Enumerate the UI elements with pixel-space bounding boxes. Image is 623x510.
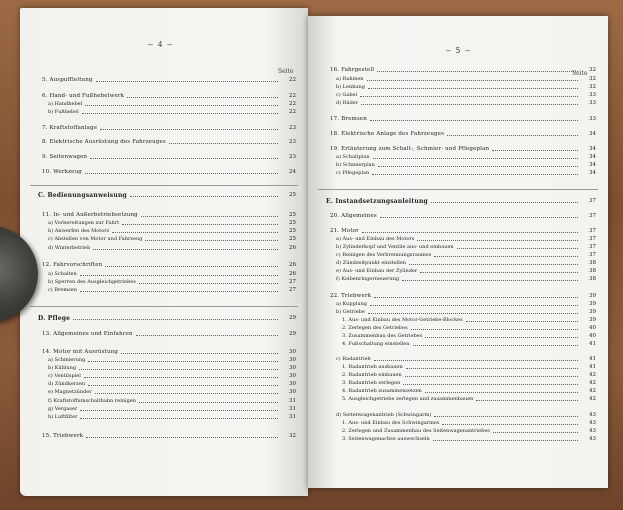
toc-entry-page: 31 — [289, 406, 296, 412]
dot-leader — [112, 232, 278, 233]
dot-leader — [374, 297, 578, 298]
toc-entry-title: 10. Werkzeug — [42, 169, 82, 175]
dot-leader — [367, 80, 578, 81]
dot-leader — [431, 202, 578, 203]
toc-entry-page: 41 — [589, 341, 596, 347]
toc-entry-title: c) Reinigen des Verbrennungsraumes — [336, 252, 432, 258]
toc-entry-page: 25 — [289, 236, 296, 242]
dot-leader — [95, 393, 278, 394]
toc-entry-page: 31 — [289, 398, 296, 404]
toc-entry-title: 13. Allgemeines und Einfahren — [42, 331, 133, 337]
toc-entry-page: 39 — [589, 317, 596, 323]
toc-entry-page: 32 — [589, 67, 596, 73]
toc-entry — [38, 168, 296, 177]
dot-leader — [85, 105, 278, 106]
toc-entry-title: 21. Motor — [330, 228, 359, 234]
toc-entry-title: b) Zylinderkopf und Ventile aus- und einbauen — [336, 244, 454, 250]
seite-header: Seite — [278, 68, 294, 75]
toc-entry — [326, 212, 596, 221]
toc-entry-title: b) Fußhebel — [48, 109, 79, 115]
toc-entry — [326, 130, 596, 139]
toc-entry-page: 29 — [289, 315, 296, 321]
dot-leader — [374, 360, 578, 361]
dot-leader — [476, 400, 578, 401]
toc-entry — [326, 169, 596, 178]
dot-leader — [406, 368, 578, 369]
dot-leader — [80, 275, 278, 276]
page-number: — 4 — — [148, 40, 173, 49]
toc-entry-title: 19. Erläuterung zum Schalt-, Schmier- und Pflegeplan — [330, 146, 490, 152]
toc-entry — [38, 432, 296, 441]
toc-entry-page: 25 — [289, 228, 296, 234]
toc-entry-page: 32 — [289, 433, 296, 439]
toc-entry-title: a) Rahmen — [336, 76, 364, 82]
toc-entry-page: 41 — [589, 364, 596, 370]
toc-entry-title: f) Kolbenringerneuerung — [336, 276, 400, 282]
toc-entry — [38, 124, 296, 133]
toc-entry — [38, 286, 296, 295]
toc-entry — [326, 435, 596, 444]
toc-entry-title: e) Magnetzünder — [48, 389, 92, 395]
section-divider — [318, 189, 598, 190]
toc-entry-title: c) Abstellen von Motor und Fahrzeug — [48, 236, 143, 242]
dot-leader — [373, 158, 578, 159]
toc-entry-page: 37 — [589, 228, 596, 234]
toc-entry-title: 2. Zerlegen und Zusammenbau des Seitenwagenantriebes — [342, 428, 490, 434]
toc-entry — [38, 76, 296, 85]
dot-leader — [141, 216, 278, 217]
toc-entry-title: b) Schmierplan — [336, 162, 375, 168]
toc-entry — [38, 244, 296, 253]
toc-entry-page: 37 — [589, 213, 596, 219]
toc-entry-page: 42 — [589, 396, 596, 402]
dot-leader — [492, 150, 578, 151]
toc-entry-page: 43 — [589, 428, 596, 434]
seite-header: Seite — [572, 70, 588, 77]
toc-entry-title: 2. Radantrieb einbauen — [342, 372, 402, 378]
toc-entry-page: 30 — [289, 381, 296, 387]
toc-entry — [38, 235, 296, 244]
toc-entry-title: a) Kupplung — [336, 301, 368, 307]
dot-leader — [425, 392, 578, 393]
dot-leader — [93, 249, 278, 250]
toc-entry-page: 22 — [289, 109, 296, 115]
toc-entry-title: d) Zündkerzen — [48, 381, 86, 387]
toc-entry-title: 5. Ausgleichgetriebe zerlegen und zusammenbauen — [342, 396, 474, 402]
toc-entry-page: 42 — [589, 380, 596, 386]
toc-entry-title: 7. Kraftstoffanlage — [42, 125, 98, 131]
dot-leader — [434, 256, 578, 257]
dot-leader — [88, 361, 278, 362]
toc-entry — [326, 197, 596, 206]
toc-entry-page: 23 — [289, 125, 296, 131]
toc-entry-page: 34 — [589, 170, 596, 176]
toc-entry-title: d) Räder — [336, 100, 359, 106]
dot-leader — [145, 240, 278, 241]
section-divider — [30, 306, 298, 307]
toc-entry — [326, 275, 596, 284]
toc-entry-title: 22. Triebwerk — [330, 293, 372, 299]
toc-entry — [38, 108, 296, 117]
dot-leader — [139, 402, 278, 403]
dot-leader — [405, 376, 578, 377]
toc-entry-title: c) Radantrieb — [336, 356, 371, 362]
dot-leader — [417, 240, 578, 241]
dot-leader — [169, 143, 278, 144]
toc-entry-page: 39 — [589, 301, 596, 307]
toc-entry-title: a) Schmierung — [48, 357, 86, 363]
toc-entry-title: c) Ventilspiel — [48, 373, 81, 379]
toc-entry-page: 25 — [289, 192, 296, 198]
dot-leader — [368, 313, 578, 314]
toc-entry-page: 43 — [589, 436, 596, 442]
dot-leader — [79, 369, 278, 370]
dot-leader — [105, 266, 278, 267]
toc-entry-page: 32 — [589, 84, 596, 90]
toc-entry-page: 40 — [589, 325, 596, 331]
toc-entry-page: 22 — [289, 77, 296, 83]
toc-entry-title: 4. Fußschaltung einstellen — [342, 341, 410, 347]
dot-leader — [372, 174, 578, 175]
dot-leader — [409, 264, 578, 265]
dot-leader — [127, 97, 278, 98]
toc-entry-page: 27 — [289, 287, 296, 293]
toc-entry-page: 42 — [589, 388, 596, 394]
toc-entry-page: 30 — [289, 357, 296, 363]
toc-entry-page: 26 — [289, 262, 296, 268]
toc-entry — [326, 395, 596, 404]
left-page — [20, 8, 308, 496]
toc-entry-page: 33 — [589, 92, 596, 98]
toc-entry-page: 32 — [589, 76, 596, 82]
toc-entry-title: b) Kühlung — [48, 365, 77, 371]
toc-entry-title: 2. Zerlegen des Getriebes — [342, 325, 408, 331]
toc-entry-page: 23 — [289, 154, 296, 160]
toc-entry-page: 31 — [289, 414, 296, 420]
toc-entry-title: 1. Radantrieb ausbauen — [342, 364, 403, 370]
toc-entry — [326, 66, 596, 75]
toc-entry-page: 39 — [589, 293, 596, 299]
toc-entry-page: 24 — [289, 169, 296, 175]
toc-entry — [326, 115, 596, 124]
toc-entry-page: 38 — [589, 268, 596, 274]
toc-entry-page: 37 — [589, 236, 596, 242]
toc-entry — [38, 191, 296, 200]
dot-leader — [136, 335, 278, 336]
toc-entry-page: 43 — [589, 412, 596, 418]
toc-entry-title: b) Lenkung — [336, 84, 365, 90]
dot-leader — [420, 272, 578, 273]
toc-entry-page: 34 — [589, 131, 596, 137]
dot-leader — [361, 104, 578, 105]
toc-entry-title: 3. Seitenwagenachse auswechseln — [342, 436, 430, 442]
toc-entry-page: 30 — [289, 365, 296, 371]
toc-entry — [38, 138, 296, 147]
toc-entry — [38, 153, 296, 162]
dot-leader — [73, 319, 278, 320]
toc-entry-title: a) Aus- und Einbau des Motors — [336, 236, 415, 242]
toc-entry-title: D. Pflege — [38, 315, 71, 322]
toc-entry-title: a) Handhebel — [48, 101, 83, 107]
toc-entry-title: c) Gabel — [336, 92, 358, 98]
dot-leader — [370, 305, 578, 306]
toc-entry-title: c) Pflegeplan — [336, 170, 370, 176]
toc-entry-title: e) Aus- und Einbau der Zylinder — [336, 268, 418, 274]
dot-leader — [362, 232, 578, 233]
toc-entry-title: 20. Allgemeines — [330, 213, 377, 219]
dot-leader — [403, 384, 578, 385]
toc-entry-page: 34 — [589, 154, 596, 160]
dot-leader — [466, 321, 578, 322]
dot-leader — [90, 158, 278, 159]
toc-entry-page: 33 — [589, 116, 596, 122]
dot-leader — [121, 353, 278, 354]
toc-entry — [38, 413, 296, 422]
toc-entry-title: b) Anwerfen des Motors — [48, 228, 110, 234]
toc-entry-page: 33 — [589, 100, 596, 106]
dot-leader — [84, 377, 278, 378]
toc-entry-title: a) Vorbereitungen zur Fahrt — [48, 220, 120, 226]
toc-entry-title: 12. Fahrvorschriften — [42, 262, 103, 268]
toc-entry-title: 3. Zusammenbau des Getriebes — [342, 333, 423, 339]
toc-entry-title: 1. Aus- und Einbau des Motor-Getriebe-Blockes — [342, 317, 463, 323]
dot-leader — [80, 418, 278, 419]
dot-leader — [86, 437, 278, 438]
toc-entry-page: 38 — [589, 260, 596, 266]
dot-leader — [457, 248, 578, 249]
dot-leader — [380, 217, 578, 218]
dot-leader — [85, 173, 278, 174]
toc-entry-page: 41 — [589, 356, 596, 362]
toc-entry-page: 30 — [289, 373, 296, 379]
right-page — [308, 16, 608, 488]
toc-entry-page: 22 — [289, 93, 296, 99]
toc-entry-page: 42 — [589, 372, 596, 378]
toc-entry-page: 37 — [589, 244, 596, 250]
dot-leader — [88, 385, 278, 386]
dot-leader — [360, 96, 578, 97]
dot-leader — [434, 416, 578, 417]
toc-entry-title: d) Zündzeitpunkt einstellen — [336, 260, 407, 266]
toc-entry-title: 1. Aus- und Einbau des Schwingarmes — [342, 420, 440, 426]
toc-entry-title: 5. Auspuffleitung — [42, 77, 93, 83]
dot-leader — [411, 329, 578, 330]
toc-entry-page: 37 — [589, 252, 596, 258]
dot-leader — [370, 120, 578, 121]
toc-entry — [326, 340, 596, 349]
dot-leader — [139, 283, 278, 284]
toc-entry-page: 25 — [289, 220, 296, 226]
dot-leader — [122, 224, 278, 225]
dot-leader — [368, 88, 578, 89]
toc-entry-page: 26 — [289, 245, 296, 251]
toc-entry-page: 37 — [589, 198, 596, 204]
section-divider — [30, 185, 298, 186]
toc-entry-page: 30 — [289, 389, 296, 395]
toc-entry-title: 4. Radantrieb zusammensetzen — [342, 388, 422, 394]
toc-entry-title: d) Seitenwagenantrieb (Schwingarm) — [336, 412, 432, 418]
toc-entry-page: 25 — [289, 212, 296, 218]
toc-entry-title: 18. Elektrische Anlage des Fahrzeuges — [330, 131, 445, 137]
dot-leader — [100, 129, 278, 130]
toc-entry-title: 8. Elektrische Ausrüstung des Fahrzeuges — [42, 139, 166, 145]
toc-entry-page: 40 — [589, 333, 596, 339]
toc-entry-page: 29 — [289, 331, 296, 337]
toc-entry-title: c) Bremsen — [48, 287, 77, 293]
dot-leader — [377, 71, 578, 72]
dot-leader — [425, 337, 578, 338]
toc-entry — [38, 388, 296, 397]
toc-entry-title: d) Winterbetrieb — [48, 245, 91, 251]
toc-entry-page: 23 — [289, 139, 296, 145]
toc-entry-page: 43 — [589, 420, 596, 426]
dot-leader — [402, 280, 578, 281]
toc-entry-title: f) Kraftstoffumschalthahn reinigen — [48, 398, 137, 404]
dot-leader — [130, 196, 278, 197]
toc-entry-title: a) Schalten — [48, 271, 77, 277]
dot-leader — [80, 410, 278, 411]
toc-entry-title: b) Sperren des Ausgleichgetriebes — [48, 279, 136, 285]
toc-entry-title: 11. In- und Außerbetriebsetzung — [42, 212, 138, 218]
toc-entry-page: 27 — [289, 279, 296, 285]
dot-leader — [413, 345, 579, 346]
toc-entry-title: 15. Triebwerk — [42, 433, 84, 439]
dot-leader — [80, 291, 278, 292]
toc-entry-title: 14. Motor mit Ausrüstung — [42, 349, 119, 355]
toc-entry-title: 17. Bremsen — [330, 116, 367, 122]
page-number: — 5 — — [446, 46, 471, 55]
dot-leader — [433, 440, 578, 441]
dot-leader — [447, 135, 578, 136]
toc-entry-page: 34 — [589, 146, 596, 152]
toc-entry-page: 30 — [289, 349, 296, 355]
toc-entry-title: a) Schaltplan — [336, 154, 370, 160]
dot-leader — [493, 432, 578, 433]
dot-leader — [82, 113, 278, 114]
dot-leader — [378, 166, 578, 167]
toc-entry-title: 16. Fahrgestell — [330, 67, 375, 73]
toc-entry — [38, 314, 296, 323]
toc-entry-page: 26 — [289, 271, 296, 277]
toc-entry-page: 38 — [589, 276, 596, 282]
dot-leader — [442, 424, 578, 425]
toc-entry-title: 9. Seitenwagen — [42, 154, 88, 160]
toc-entry — [38, 261, 296, 270]
toc-entry — [38, 330, 296, 339]
toc-entry-page: 22 — [289, 101, 296, 107]
toc-entry-title: 6. Hand- und Fußhebelwerk — [42, 93, 125, 99]
toc-entry-page: 34 — [589, 162, 596, 168]
toc-entry-title: C. Bedienungsanweisung — [38, 192, 127, 199]
dot-leader — [96, 81, 278, 82]
toc-entry-title: g) Vergaser — [48, 406, 78, 412]
toc-entry-title: h) Luftfilter — [48, 414, 78, 420]
toc-entry-title: b) Getriebe — [336, 309, 365, 315]
toc-entry — [326, 99, 596, 108]
toc-entry-title: E. Instandsetzungsanleitung — [326, 198, 428, 205]
toc-entry-title: 3. Radantrieb zerlegen — [342, 380, 401, 386]
toc-entry-page: 39 — [589, 309, 596, 315]
